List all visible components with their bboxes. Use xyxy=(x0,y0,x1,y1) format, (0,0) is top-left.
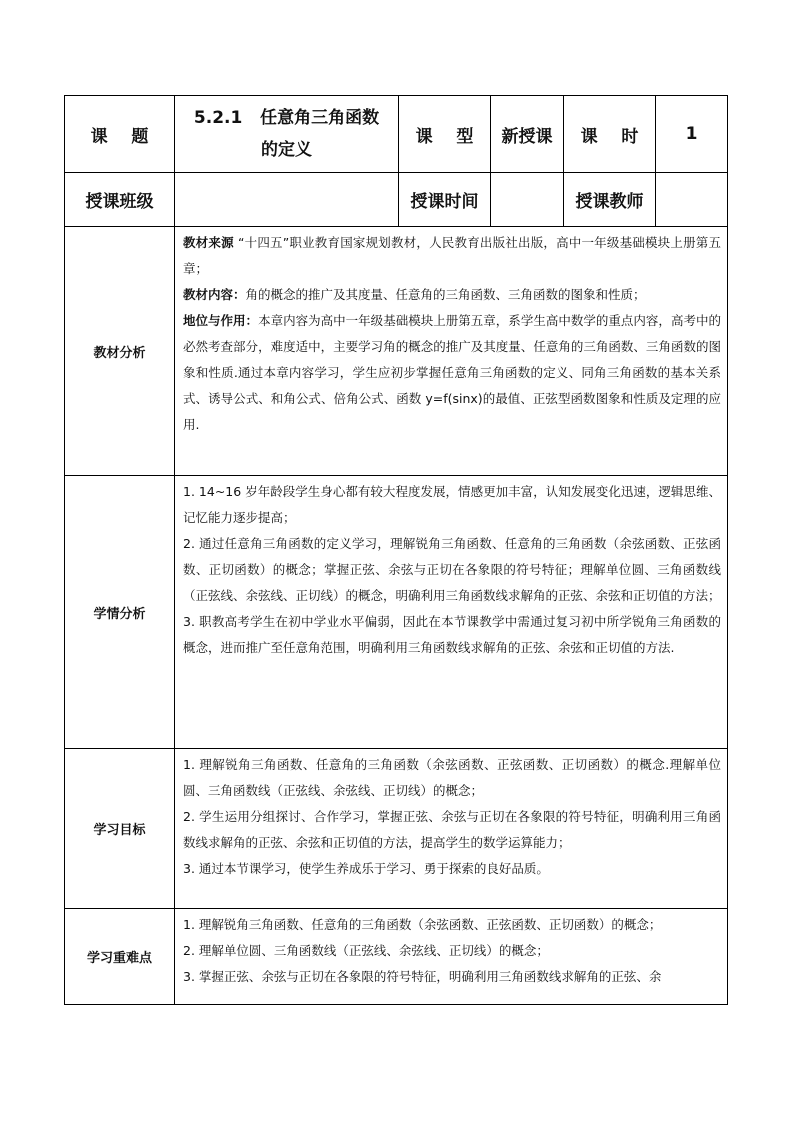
paragraph: 1. 理解锐角三角函数、任意角的三角函数（余弦函数、正弦函数、正切函数）的概念； xyxy=(183,917,662,932)
time-value xyxy=(491,173,564,227)
hours-label: 课 时 xyxy=(564,96,656,173)
section-content xyxy=(175,909,728,1005)
section-content xyxy=(175,749,728,909)
paragraph xyxy=(183,282,721,308)
section-content xyxy=(175,476,728,749)
paragraph-text: 角的概念的推广及其度量、任意角的三角函数、三角函数的图象和性质； xyxy=(245,287,646,302)
section-label: 学情分析 xyxy=(65,476,175,749)
paragraph: 2. 通过任意角三角函数的定义学习，理解锐角三角函数、任意角的三角函数（余弦函数、正弦函数、正切函数）的概念；掌握正弦、余弦与正切在各象限的符号特征；理解单位圆、三角函数线（正弦线、余弦线、正切线）的概念，明确利用三角函数线求解角的正弦、余弦和正切值的方法； xyxy=(183,536,721,603)
class-label: 授课班级 xyxy=(65,173,175,227)
paragraph-key: 教材来源 xyxy=(183,235,234,250)
paragraph: 1. 14~16 岁年龄段学生身心都有较大程度发展，情感更加丰富，认知发展变化迅速，逻辑思维、记忆能力逐步提高； xyxy=(183,484,721,525)
section-row-learning-goals xyxy=(65,749,728,909)
type-label: 课 型 xyxy=(399,96,491,173)
paragraph: 1. 理解锐角三角函数、任意角的三角函数（余弦函数、正弦函数、正切函数）的概念.理解单位圆、三角函数线（正弦线、余弦线、正切线）的概念； xyxy=(183,757,721,798)
section-label: 学习重难点 xyxy=(65,909,175,1005)
paragraph xyxy=(183,230,721,282)
time-label: 授课时间 xyxy=(399,173,491,227)
header-row-1 xyxy=(65,96,728,173)
section-row-key-points xyxy=(65,909,728,1005)
section-label: 教材分析 xyxy=(65,227,175,476)
lesson-plan-table xyxy=(64,95,728,1005)
topic-value xyxy=(175,96,399,173)
hours-value: 1 xyxy=(656,96,728,173)
paragraph-key: 地位与作用： xyxy=(183,313,259,328)
section-row-textbook-analysis xyxy=(65,227,728,476)
paragraph-text: 本章内容为高中一年级基础模块上册第五章，系学生高中数学的重点内容，高考中的必然考查部分，难度适中，主要学习角的概念的推广及其度量、任意角的三角函数、三角函数的图象和性质.通过本章内容学习，学生应初步掌握任意角三角函数的定义、同角三角函数的基本关系式、诱导公式、和角公式、倍角公式、函数 y=f(sinx)的最值、正弦型函数图象和性质及定理的应用. xyxy=(183,313,721,432)
section-label: 学习目标 xyxy=(65,749,175,909)
section-content xyxy=(175,227,728,476)
class-value xyxy=(175,173,399,227)
section-row-learner-analysis xyxy=(65,476,728,749)
paragraph: 2. 理解单位圆、三角函数线（正弦线、余弦线、正切线）的概念； xyxy=(183,943,549,958)
paragraph xyxy=(183,308,721,438)
topic-label: 课 题 xyxy=(65,96,175,173)
paragraph: 2. 学生运用分组探讨、合作学习，掌握正弦、余弦与正切在各象限的符号特征，明确利用三角函数线求解角的正弦、余弦和正切值的方法，提高学生的数学运算能力； xyxy=(183,809,721,850)
type-value: 新授课 xyxy=(491,96,564,173)
paragraph-key: 教材内容： xyxy=(183,287,246,302)
topic-value-line1: 5.2.1 任意角三角函数 xyxy=(193,108,380,128)
teacher-label: 授课教师 xyxy=(564,173,656,227)
topic-value-line2: 的定义 xyxy=(261,140,312,160)
teacher-value xyxy=(656,173,728,227)
paragraph: 3. 掌握正弦、余弦与正切在各象限的符号特征，明确利用三角函数线求解角的正弦、余 xyxy=(183,969,662,984)
header-row-2 xyxy=(65,173,728,227)
paragraph-text: “十四五”职业教育国家规划教材，人民教育出版社出版，高中一年级基础模块上册第五章； xyxy=(183,235,721,276)
paragraph: 3. 通过本节课学习，使学生养成乐于学习、勇于探索的良好品质。 xyxy=(183,861,549,876)
paragraph: 3. 职教高考学生在初中学业水平偏弱，因此在本节课教学中需通过复习初中所学锐角三角函数的概念，进而推广至任意角范围，明确利用三角函数线求解角的正弦、余弦和正切值的方法. xyxy=(183,614,721,655)
